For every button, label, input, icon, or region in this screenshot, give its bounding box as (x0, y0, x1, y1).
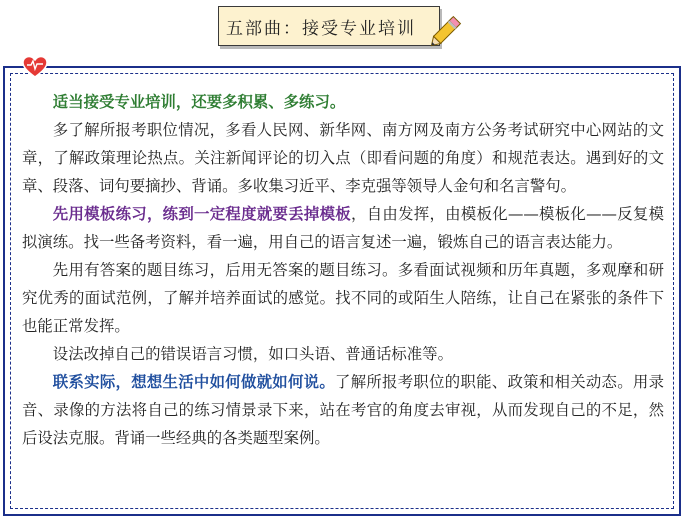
body-text: 先用有答案的题目练习，后用无答案的题目练习。多看面试视频和历年真题，多观摩和研究优秀的面试范例，了解并培养面试的感觉。找不同的或陌生人陪练，让自己在紧张的条件下也能正常发挥。 (22, 261, 664, 335)
paragraph-accumulate (22, 116, 664, 200)
paragraph-habits (22, 340, 664, 368)
body-text: 了解所报考职位的职能、政策和相关动态。用录音、录像的方法将自己的练习情景录下来，站在考官的角度去审视，从而发现自己的不足，然后设法克服。背诵一些经典的各类题型案例。 (22, 373, 664, 447)
body-text: ，自由发挥，由模板化——模板化——反复模拟演练。找一些备考资料，看一遍，用自己的语言复述一遍，锻炼自己的语言表达能力。 (22, 205, 664, 251)
heart-icon (22, 55, 48, 79)
pencil-icon (425, 8, 469, 52)
paragraph-heading-training (22, 88, 664, 116)
paragraph-reality (22, 368, 664, 452)
section-title-box (218, 6, 440, 46)
lead-text: 先用模板练习，练到一定程度就要丢掉模板 (52, 205, 351, 223)
body-text: 设法改掉自己的错误语言习惯，如口头语、普通话标准等。 (52, 345, 453, 363)
paragraph-template (22, 200, 664, 256)
article-content (22, 88, 664, 452)
section-title: 五部曲：接受专业培训 (226, 18, 416, 39)
lead-text: 适当接受专业培训，还要多积累、多练习。 (52, 93, 346, 111)
lead-text: 联系实际，想想生活中如何做就如何说。 (52, 373, 336, 391)
body-text: 多了解所报考职位情况，多看人民网、新华网、南方网及南方公务考试研究中心网站的文章，了解政策理论热点。关注新闻评论的切入点（即看问题的角度）和规范表达。遇到好的文章、段落、词句要摘抄、背诵。多收集习近平、李克强等领导人金句和名言警句。 (22, 121, 664, 195)
paragraph-practice (22, 256, 664, 340)
